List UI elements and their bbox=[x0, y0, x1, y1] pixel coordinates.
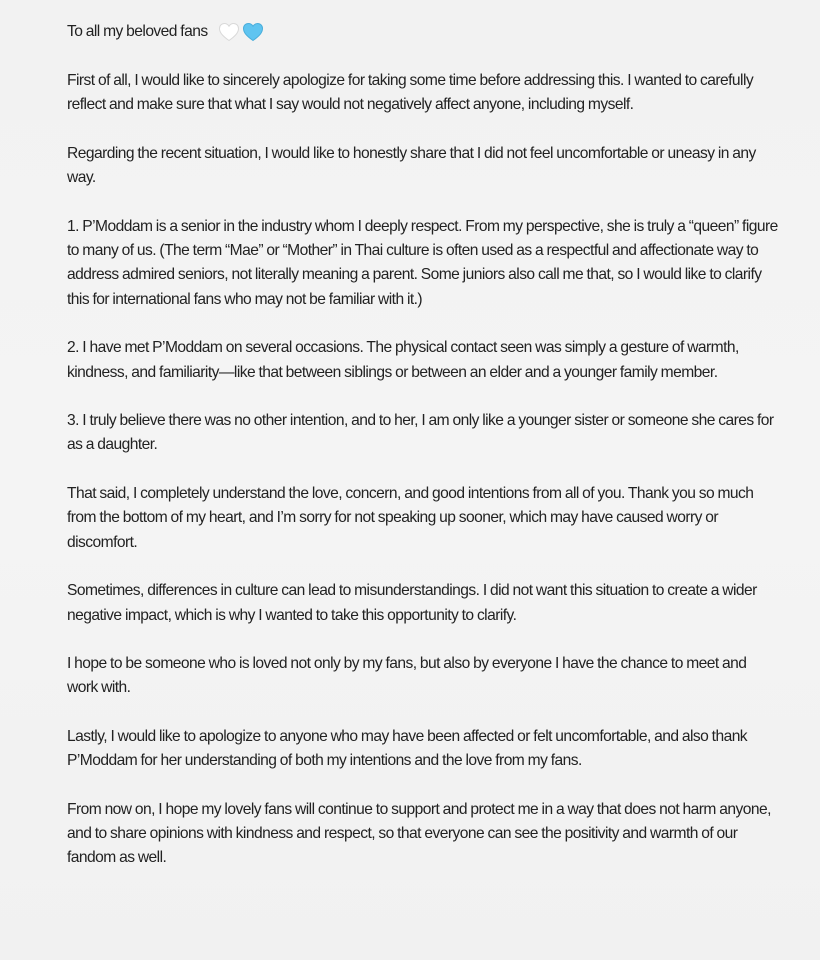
paragraph-point-1: 1. P’Moddam is a senior in the industry whom I deeply respect. From my perspective, she is truly a “queen” figure to many of us. (The term “Mae” or “Mother” in Thai culture is often used as a respectful and affectionate way to address admired seniors, not literally meaning a parent. Some juniors also call me that, so I would like to clarify this for international fans who may not be familiar with it.) bbox=[67, 217, 778, 308]
paragraph-culture: Sometimes, differences in culture can lead to misunderstandings. I did not want this situation to create a wider negative impact, which is why I wanted to take this opportunity to clarify. bbox=[67, 582, 757, 624]
greeting-line bbox=[67, 19, 779, 45]
light-blue-heart-icon bbox=[242, 22, 264, 42]
white-heart-icon bbox=[218, 22, 240, 42]
paragraph-apology: First of all, I would like to sincerely apologize for taking some time before addressing this. I wanted to carefully reflect and make sure that what I say would not negatively affect anyone, including myself. bbox=[67, 72, 754, 114]
greeting-text: To all my beloved fans bbox=[67, 22, 208, 40]
paragraph-point-2: 2. I have met P’Moddam on several occasions. The physical contact seen was simply a gesture of warmth, kindness, and familiarity—like that between siblings or between an elder and a younger family member. bbox=[67, 339, 739, 381]
paragraph-point-3: 3. I truly believe there was no other intention, and to her, I am only like a younger sister or someone she cares for as a daughter. bbox=[67, 412, 774, 454]
statement-text-block bbox=[67, 19, 779, 871]
paragraph-situation: Regarding the recent situation, I would like to honestly share that I did not feel uncomfortable or uneasy in any way. bbox=[67, 144, 756, 187]
paragraph-hope: I hope to be someone who is loved not only by my fans, but also by everyone I have the chance to meet and work with. bbox=[67, 654, 747, 697]
heart-emojis bbox=[218, 22, 264, 42]
paragraph-thanks: That said, I completely understand the love, concern, and good intentions from all of you. Thank you so much from the bottom of my heart, and I’m sorry for not speaking up sooner, which may have caused worry or discomfort. bbox=[67, 484, 754, 551]
paragraph-lastly: Lastly, I would like to apologize to anyone who may have been affected or felt uncomfortable, and also thank P’Moddam for her understanding of both my intentions and the love from my fans. bbox=[67, 727, 748, 770]
paragraph-closing: From now on, I hope my lovely fans will continue to support and protect me in a way that does not harm anyone, and to share opinions with kindness and respect, so that everyone can see the positivity and warmth of our fandom as well. bbox=[67, 800, 771, 867]
